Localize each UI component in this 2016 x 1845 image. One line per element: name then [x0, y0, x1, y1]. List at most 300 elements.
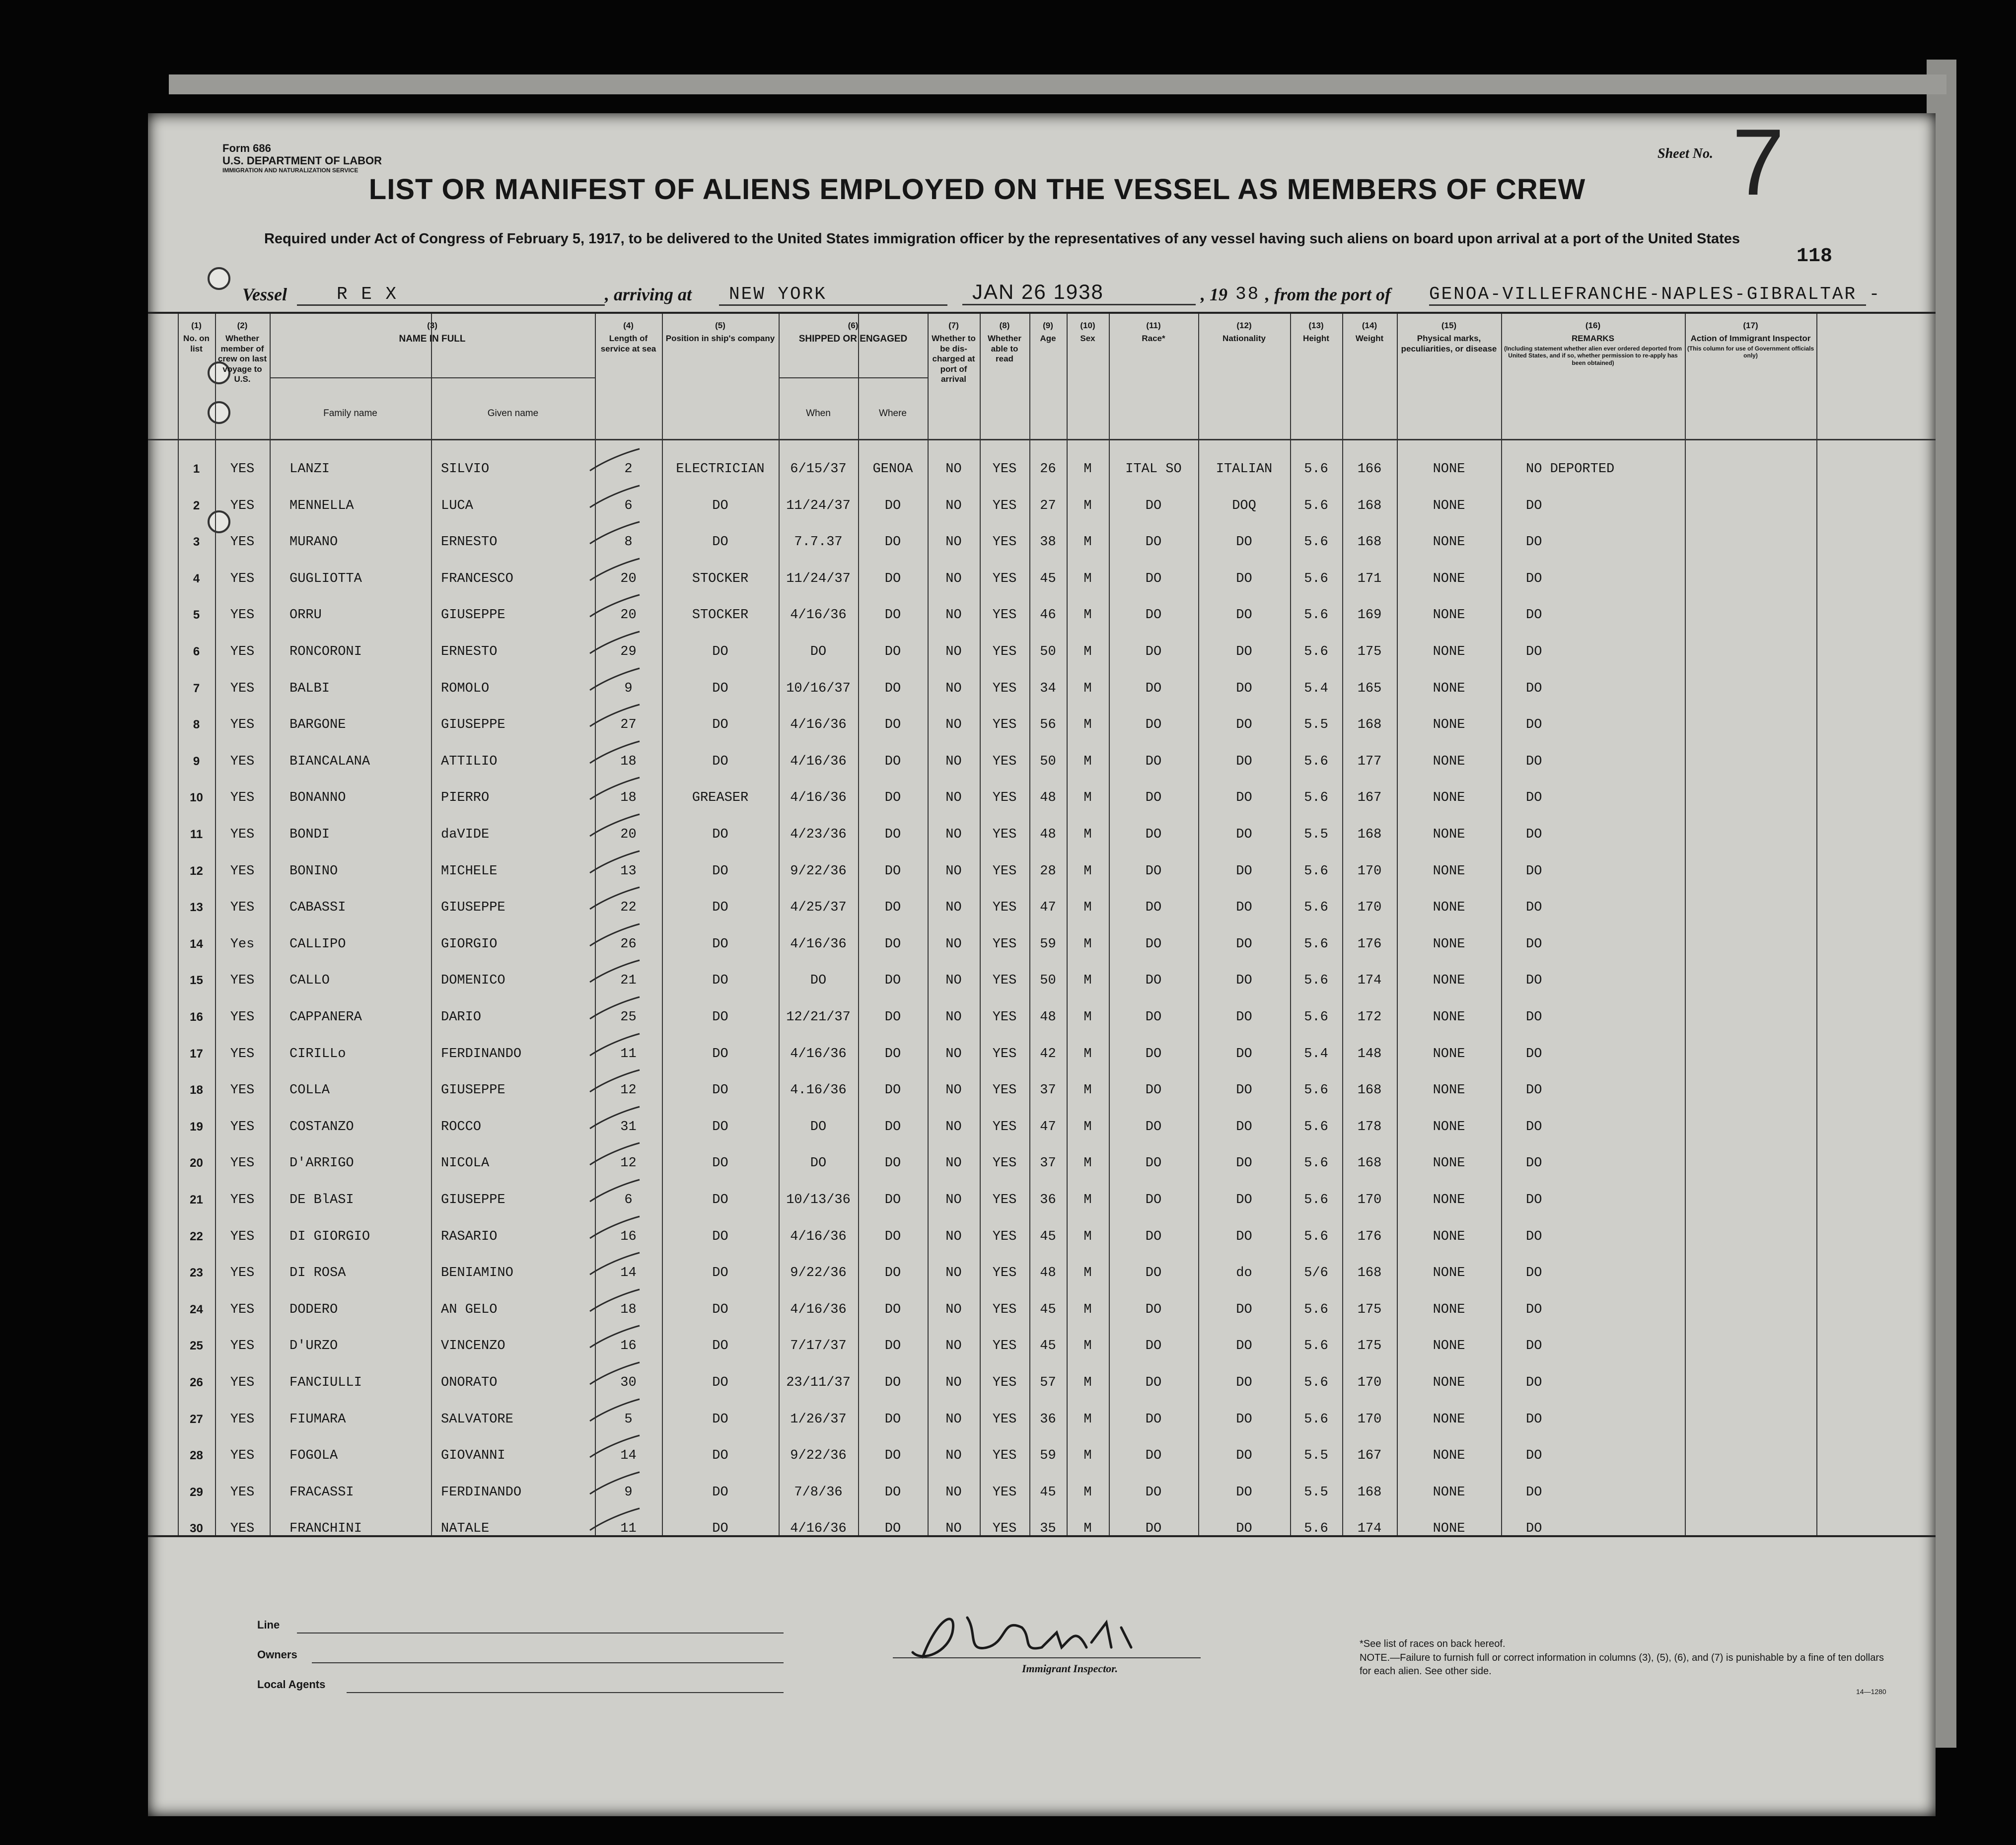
cell-discharged: NO — [945, 1193, 962, 1207]
cell-position: DO — [712, 1083, 728, 1098]
inspector-rule — [893, 1657, 1201, 1658]
cell-height: 5.4 — [1304, 681, 1328, 696]
check-mark — [585, 775, 645, 804]
cell-position: DO — [712, 973, 728, 989]
cell-position: DO — [712, 1302, 728, 1317]
cell-no: 25 — [190, 1339, 203, 1353]
cell-family: RONCORONI — [289, 644, 362, 659]
page-title: LIST OR MANIFEST OF ALIENS EMPLOYED ON THE VESSEL AS MEMBERS OF CREW — [368, 173, 1586, 206]
cell-where: DO — [884, 863, 901, 879]
cell-weight: 168 — [1357, 1266, 1382, 1281]
cell-nationality: DO — [1236, 1375, 1252, 1390]
cell-where: DO — [884, 827, 901, 842]
cell-given: NICOLA — [441, 1156, 490, 1171]
cell-given: FERDINANDO — [441, 1046, 522, 1062]
cell-remarks: DO — [1526, 1339, 1542, 1354]
cell-no: 3 — [193, 535, 200, 549]
cell-weight: 176 — [1357, 1229, 1382, 1244]
cell-crew: YES — [230, 1119, 255, 1135]
cell-service: 12 — [620, 1156, 637, 1171]
cell-given: ONORATO — [441, 1375, 498, 1390]
cell-weight: 148 — [1357, 1046, 1382, 1062]
cell-height: 5.6 — [1304, 1156, 1328, 1171]
cell-marks: NONE — [1433, 1010, 1465, 1025]
column-number: (17) — [1743, 321, 1758, 330]
table-row — [148, 826, 1936, 846]
cell-discharged: NO — [945, 1485, 962, 1500]
cell-age: 36 — [1040, 1412, 1056, 1427]
table-row — [148, 1119, 1936, 1138]
cell-weight: 168 — [1357, 827, 1382, 842]
cell-where: DO — [884, 535, 901, 550]
cell-read: YES — [992, 790, 1017, 806]
column-subheader: Where — [879, 408, 907, 419]
manifest-sheet — [148, 110, 1936, 1816]
cell-remarks: DO — [1526, 1010, 1542, 1025]
cell-race: DO — [1145, 790, 1162, 806]
cell-sex: M — [1083, 1375, 1092, 1390]
cell-nationality: DO — [1236, 1302, 1252, 1317]
cell-service: 9 — [624, 681, 633, 696]
table-row — [148, 1301, 1936, 1321]
cell-remarks: DO — [1526, 1412, 1542, 1427]
cell-age: 47 — [1040, 900, 1056, 916]
cell-read: YES — [992, 535, 1017, 550]
cell-when: 4/25/37 — [790, 900, 847, 916]
cell-given: GIUSEPPE — [441, 900, 505, 916]
column-label: Physical marks, peculiarities, or disease — [1401, 334, 1497, 354]
cell-read: YES — [992, 973, 1017, 989]
cell-race: DO — [1145, 1375, 1162, 1390]
cell-position: DO — [712, 1485, 728, 1500]
cell-where: DO — [884, 1485, 901, 1500]
cell-given: VINCENZO — [441, 1339, 505, 1354]
cell-marks: NONE — [1433, 900, 1465, 916]
cell-height: 5.6 — [1304, 462, 1328, 477]
cell-crew: YES — [230, 1156, 255, 1171]
cell-remarks: DO — [1526, 900, 1542, 916]
table-row — [148, 789, 1936, 809]
cell-family: DI ROSA — [289, 1266, 346, 1281]
cell-family: CABASSI — [289, 900, 346, 916]
cell-discharged: NO — [945, 1266, 962, 1281]
table-row — [148, 1411, 1936, 1431]
cell-sex: M — [1083, 1448, 1092, 1464]
cell-age: 59 — [1040, 1448, 1056, 1464]
owners-label: Owners — [257, 1648, 297, 1661]
cell-no: 6 — [193, 645, 200, 658]
check-mark — [585, 1469, 645, 1499]
cell-where: DO — [884, 973, 901, 989]
check-mark — [585, 1432, 645, 1462]
cell-when: DO — [810, 644, 827, 659]
cell-marks: NONE — [1433, 571, 1465, 586]
cell-family: COSTANZO — [289, 1119, 354, 1135]
cell-sex: M — [1083, 498, 1092, 513]
cell-no: 15 — [190, 974, 203, 988]
cell-weight: 170 — [1357, 900, 1382, 916]
cell-read: YES — [992, 827, 1017, 842]
cell-age: 37 — [1040, 1083, 1056, 1098]
column-header — [215, 321, 270, 384]
cell-read: YES — [992, 608, 1017, 623]
column-label: Age — [1040, 334, 1056, 344]
cell-given: DARIO — [441, 1010, 482, 1025]
cell-weight: 172 — [1357, 1010, 1382, 1025]
cell-age: 48 — [1040, 1010, 1056, 1025]
cell-when: 4/16/36 — [790, 1302, 847, 1317]
cell-discharged: NO — [945, 1375, 962, 1390]
cell-service: 14 — [620, 1266, 637, 1281]
cell-when: 7/8/36 — [794, 1485, 843, 1500]
cell-family: FRACASSI — [289, 1485, 354, 1500]
cell-race: DO — [1145, 1448, 1162, 1464]
cell-position: DO — [712, 535, 728, 550]
cell-weight: 168 — [1357, 1485, 1382, 1500]
cell-discharged: NO — [945, 900, 962, 916]
cell-weight: 168 — [1357, 717, 1382, 733]
cell-where: DO — [884, 1448, 901, 1464]
table-row — [148, 534, 1936, 554]
cell-race: DO — [1145, 498, 1162, 513]
cell-weight: 170 — [1357, 1193, 1382, 1207]
binder-hole — [208, 267, 230, 290]
table-row — [148, 899, 1936, 919]
cell-given: RASARIO — [441, 1229, 498, 1244]
cell-marks: NONE — [1433, 936, 1465, 952]
cell-remarks: DO — [1526, 498, 1542, 513]
cell-marks: NONE — [1433, 681, 1465, 696]
cell-position: DO — [712, 1010, 728, 1025]
arriving-port: NEW YORK — [719, 284, 947, 306]
cell-read: YES — [992, 1229, 1017, 1244]
check-mark — [585, 483, 645, 512]
check-mark — [585, 1250, 645, 1279]
cell-crew: YES — [230, 681, 255, 696]
cell-nationality: DO — [1236, 1339, 1252, 1354]
cell-sex: M — [1083, 754, 1092, 769]
cell-crew: YES — [230, 571, 255, 586]
cell-race: DO — [1145, 1521, 1162, 1537]
column-header — [779, 321, 928, 345]
cell-no: 22 — [190, 1229, 203, 1243]
cell-discharged: NO — [945, 1229, 962, 1244]
cell-nationality: DO — [1236, 571, 1252, 586]
cell-given: LUCA — [441, 498, 473, 513]
cell-remarks: DO — [1526, 790, 1542, 806]
cell-position: DO — [712, 717, 728, 733]
cell-crew: YES — [230, 1521, 255, 1537]
cell-age: 45 — [1040, 571, 1056, 586]
column-number: (5) — [715, 321, 725, 330]
cell-where: DO — [884, 790, 901, 806]
column-label: Height — [1303, 334, 1329, 344]
cell-family: CALLIPO — [289, 936, 346, 952]
cell-where: DO — [884, 498, 901, 513]
cell-read: YES — [992, 936, 1017, 952]
cell-crew: YES — [230, 1448, 255, 1464]
cell-remarks: DO — [1526, 827, 1542, 842]
cell-service: 25 — [620, 1010, 637, 1025]
cell-where: DO — [884, 1119, 901, 1135]
cell-age: 45 — [1040, 1302, 1056, 1317]
cell-nationality: DO — [1236, 1448, 1252, 1464]
cell-age: 57 — [1040, 1375, 1056, 1390]
column-number: (10) — [1080, 321, 1095, 330]
cell-discharged: NO — [945, 717, 962, 733]
cell-position: DO — [712, 1193, 728, 1207]
manifest-footer — [148, 1538, 1936, 1816]
cell-weight: 167 — [1357, 790, 1382, 806]
column-note: (Including statement whether alien ever ordered deported from United States, and if so, whether permission to re-apply has been obtained) — [1504, 345, 1682, 366]
cell-family: FOGOLA — [289, 1448, 338, 1464]
column-subheader: When — [806, 408, 831, 419]
cell-no: 8 — [193, 718, 200, 732]
cell-height: 5.5 — [1304, 827, 1328, 842]
cell-sex: M — [1083, 1119, 1092, 1135]
cell-crew: YES — [230, 608, 255, 623]
cell-height: 5.6 — [1304, 900, 1328, 916]
column-header — [662, 321, 779, 344]
cell-race: DO — [1145, 1485, 1162, 1500]
cell-when: DO — [810, 973, 827, 989]
cell-when: 4.16/36 — [790, 1083, 847, 1098]
column-label: Length of service at sea — [600, 334, 656, 354]
cell-age: 26 — [1040, 462, 1056, 477]
cell-nationality: DO — [1236, 1521, 1252, 1537]
cell-crew: YES — [230, 717, 255, 733]
cell-read: YES — [992, 681, 1017, 696]
cell-discharged: NO — [945, 462, 962, 477]
cell-race: DO — [1145, 754, 1162, 769]
cell-when: 4/16/36 — [790, 608, 847, 623]
cell-where: DO — [884, 1046, 901, 1062]
sheet-number: 7 — [1732, 110, 1785, 215]
cell-when: 10/16/37 — [786, 681, 851, 696]
cell-read: YES — [992, 1156, 1017, 1171]
cell-service: 18 — [620, 790, 637, 806]
cell-family: CIRILLo — [289, 1046, 346, 1062]
cell-remarks: DO — [1526, 1193, 1542, 1207]
cell-family: D'URZO — [289, 1339, 338, 1354]
cell-remarks: DO — [1526, 644, 1542, 659]
cell-when: DO — [810, 1156, 827, 1171]
cell-nationality: DO — [1236, 900, 1252, 916]
cell-crew: YES — [230, 1083, 255, 1098]
table-row — [148, 716, 1936, 736]
cell-marks: NONE — [1433, 1266, 1465, 1281]
cell-race: DO — [1145, 827, 1162, 842]
cell-discharged: NO — [945, 608, 962, 623]
cell-age: 28 — [1040, 863, 1056, 879]
cell-age: 48 — [1040, 827, 1056, 842]
cell-marks: NONE — [1433, 863, 1465, 879]
column-label: Whether to be dis-charged at port of arrival — [932, 334, 976, 384]
cell-race: ITAL SO — [1125, 462, 1182, 477]
cell-given: MICHELE — [441, 863, 498, 879]
cell-marks: NONE — [1433, 1193, 1465, 1207]
cell-age: 47 — [1040, 1119, 1056, 1135]
cell-family: CAPPANERA — [289, 1010, 362, 1025]
cell-marks: NONE — [1433, 1229, 1465, 1244]
cell-discharged: NO — [945, 936, 962, 952]
cell-read: YES — [992, 1193, 1017, 1207]
table-row — [148, 1228, 1936, 1248]
check-mark — [585, 1396, 645, 1426]
cell-race: DO — [1145, 717, 1162, 733]
cell-height: 5.5 — [1304, 1448, 1328, 1464]
cell-where: DO — [884, 1156, 901, 1171]
cell-service: 5 — [624, 1412, 633, 1427]
cell-given: NATALE — [441, 1521, 490, 1537]
cell-height: 5.6 — [1304, 1229, 1328, 1244]
cell-race: DO — [1145, 936, 1162, 952]
cell-discharged: NO — [945, 1521, 962, 1537]
cell-sex: M — [1083, 1339, 1092, 1354]
cell-sex: M — [1083, 571, 1092, 586]
cell-where: DO — [884, 681, 901, 696]
cell-given: SILVIO — [441, 462, 490, 477]
cell-race: DO — [1145, 973, 1162, 989]
check-mark — [585, 848, 645, 878]
table-row — [148, 680, 1936, 700]
arrival-date-stamp: JAN 26 1938 — [962, 280, 1196, 305]
cell-no: 24 — [190, 1302, 203, 1316]
cell-read: YES — [992, 462, 1017, 477]
cell-age: 27 — [1040, 498, 1056, 513]
cell-weight: 174 — [1357, 973, 1382, 989]
cell-family: D'ARRIGO — [289, 1156, 354, 1171]
cell-where: DO — [884, 1010, 901, 1025]
cell-age: 45 — [1040, 1229, 1056, 1244]
cell-remarks: DO — [1526, 1266, 1542, 1281]
cell-given: ERNESTO — [441, 644, 498, 659]
table-row — [148, 936, 1936, 956]
cell-position: DO — [712, 1521, 728, 1537]
cell-weight: 170 — [1357, 1412, 1382, 1427]
cell-position: DO — [712, 827, 728, 842]
cell-no: 23 — [190, 1266, 203, 1280]
cell-height: 5.6 — [1304, 1375, 1328, 1390]
cell-sex: M — [1083, 1010, 1092, 1025]
check-mark — [585, 884, 645, 914]
cell-where: DO — [884, 1339, 901, 1354]
cell-read: YES — [992, 1412, 1017, 1427]
cell-age: 56 — [1040, 717, 1056, 733]
cell-position: STOCKER — [692, 571, 749, 586]
cell-when: 9/22/36 — [790, 1266, 847, 1281]
cell-given: FERDINANDO — [441, 1485, 522, 1500]
check-mark — [585, 1067, 645, 1097]
cell-remarks: DO — [1526, 535, 1542, 550]
cell-discharged: NO — [945, 1412, 962, 1427]
cell-where: DO — [884, 1521, 901, 1537]
cell-position: DO — [712, 1412, 728, 1427]
cell-where: DO — [884, 717, 901, 733]
column-note: (This column for use of Government officials only) — [1687, 345, 1814, 359]
cell-sex: M — [1083, 1412, 1092, 1427]
column-header — [178, 321, 215, 354]
cell-sex: M — [1083, 644, 1092, 659]
year: 38 — [1235, 284, 1260, 304]
cell-service: 13 — [620, 863, 637, 879]
cell-service: 26 — [620, 936, 637, 952]
form-code: 14—1280 — [1856, 1688, 1886, 1696]
cell-remarks: DO — [1526, 1485, 1542, 1500]
cell-when: 4/16/36 — [790, 1046, 847, 1062]
cell-height: 5.6 — [1304, 1119, 1328, 1135]
cell-age: 50 — [1040, 644, 1056, 659]
cell-remarks: DO — [1526, 717, 1542, 733]
cell-service: 6 — [624, 1193, 633, 1207]
cell-where: DO — [884, 644, 901, 659]
cell-crew: YES — [230, 863, 255, 879]
cell-when: 4/16/36 — [790, 790, 847, 806]
cell-service: 16 — [620, 1229, 637, 1244]
column-number: (14) — [1362, 321, 1377, 330]
cell-when: 1/26/37 — [790, 1412, 847, 1427]
cell-given: ROMOLO — [441, 681, 490, 696]
column-subheader: Family name — [323, 408, 377, 419]
cell-read: YES — [992, 863, 1017, 879]
cell-sex: M — [1083, 535, 1092, 550]
cell-discharged: NO — [945, 1156, 962, 1171]
cell-nationality: DO — [1236, 1083, 1252, 1098]
cell-discharged: NO — [945, 1339, 962, 1354]
cell-when: 7.7.37 — [794, 535, 843, 550]
cell-marks: NONE — [1433, 754, 1465, 769]
stamp-number: 118 — [1797, 245, 1833, 268]
cell-height: 5.6 — [1304, 608, 1328, 623]
cell-read: YES — [992, 571, 1017, 586]
cell-race: DO — [1145, 1156, 1162, 1171]
cell-age: 46 — [1040, 608, 1056, 623]
cell-no: 11 — [190, 828, 203, 841]
cell-when: 9/22/36 — [790, 1448, 847, 1464]
check-mark — [585, 1505, 645, 1535]
cell-discharged: NO — [945, 754, 962, 769]
cell-position: DO — [712, 1266, 728, 1281]
cell-height: 5.6 — [1304, 498, 1328, 513]
cell-discharged: NO — [945, 1302, 962, 1317]
cell-crew: YES — [230, 535, 255, 550]
cell-discharged: NO — [945, 571, 962, 586]
race-note: *See list of races on back hereof. — [1360, 1638, 1506, 1649]
cell-nationality: DO — [1236, 1010, 1252, 1025]
cell-no: 28 — [190, 1449, 203, 1463]
cell-nationality: DO — [1236, 1412, 1252, 1427]
check-mark — [585, 921, 645, 951]
cell-discharged: NO — [945, 827, 962, 842]
cell-remarks: DO — [1526, 1083, 1542, 1098]
check-mark — [585, 1323, 645, 1352]
cell-no: 1 — [193, 462, 200, 476]
cell-discharged: NO — [945, 863, 962, 879]
cell-given: DOMENICO — [441, 973, 505, 989]
check-mark — [585, 994, 645, 1024]
cell-sex: M — [1083, 1521, 1092, 1537]
cell-read: YES — [992, 754, 1017, 769]
cell-height: 5.6 — [1304, 571, 1328, 586]
cell-read: YES — [992, 1010, 1017, 1025]
cell-read: YES — [992, 1375, 1017, 1390]
cell-race: DO — [1145, 1119, 1162, 1135]
cell-weight: 170 — [1357, 863, 1382, 879]
cell-where: DO — [884, 608, 901, 623]
cell-no: 20 — [190, 1156, 203, 1170]
cell-service: 11 — [620, 1521, 637, 1537]
cell-position: DO — [712, 936, 728, 952]
